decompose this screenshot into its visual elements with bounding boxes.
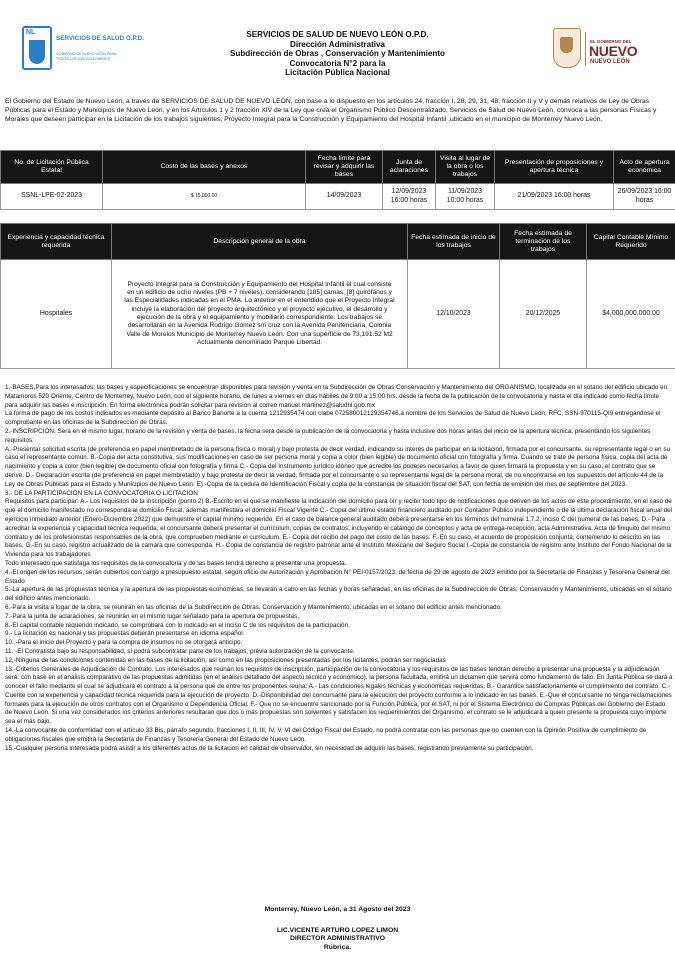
th-junta: Junta de aclaraciones bbox=[383, 151, 436, 184]
paragraph-anticipo: 10. -Para el inicio del Proyecto y para la compra de insumos no se otorgará anticipo. bbox=[5, 639, 243, 647]
cell-apertura: 26/09/2023 16:00 horas bbox=[614, 184, 675, 210]
cell-capital: $4,000,000,000.00 bbox=[587, 260, 675, 369]
gov-line-1: EL GOBIERNO DEL bbox=[590, 39, 632, 44]
signatory-name: LIC.VICENTE ARTURO LOPEZ LIMON bbox=[276, 927, 399, 934]
th-inicio: Fecha estimada de inicio de los trabajos bbox=[408, 224, 500, 260]
logo-subtitle: GOBIERNO DE NUEVO LEÓN PARA TODOS LOS NUEVOLEONESES bbox=[56, 52, 117, 61]
conditions-text bbox=[5, 384, 673, 753]
paragraph-criterios: 13.-Criterios Generales de Adjudicación de Contrato. Los interesados que reúnan los requisitos de inscripción, participación de la convocatoria y los requisitos de las bases tendrán derecho a presentar una propuesta y la adjudicación será: con base en el análisis comparativo de las propuestas admitidas (en el análisis detallado del aspecto técnico y económico), la persona facultada, emitirá un dictamen que servirá como fundamento de fallo. En Junta Pública se dará a conocer el fallo mediante el cual se adjudicará el contrato a la persona que de entre los proponentes reúna: A.- Las condiciones legales técnicas y económicas requeridas. B.- Garantice satisfactoriamente el cumplimiento del contrato. C.-Cuente con la experiencia y capacidad técnica requerida para la ejecución de proyecto. D.-Disponibilidad del concursante para la ejecución del proyecto conforme a lo indicado en las bases. E.-Que el concursante no tenga reclamaciones formales para la ejecución de otros contratos con el Organismo o Dependencia Oficial. F.- Que no se encuentre sancionado por la Función Pública, por el SAT, ni por el Sistema Electrónico de Compras Públicas del Gobierno del Estado de Nuevo León. Si una vez considerados los criterios anteriores resultaran que dos o más propuestas son solventes y satisfacen los requerimientos del Organismo, el contrato se le adjudicará a quien presente la propuesta cuyo importe sea el más bajo. bbox=[5, 665, 673, 726]
cell-junta: 12/09/2023 16:00 horas bbox=[383, 184, 436, 210]
cell-descripcion: Proyecto Integral para la Construcción y Equipamiento del Hospital Infantil el cual consiste en un edificio de ocho niveles (PB + 7 niveles), considerando [185] camas, [8] quirófanos y las Especialidades indicadas en el PMA. Lo anterior en el entendido que el Proyecto Integral incluye la elaboración del proyecto arquitectónico y el proyecto ejecutivo, el desarrollo y ejecución de la obra y el equipamiento y mobiliario correspondiente. Los trabajos se desarrollarán en la Avenida Rodrigo Gómez s/n cruz con la Avenida Penitenciaria, Colonia Valle de Morelos Municipio de Monterrey Nuevo León. Con una superficie de 73,191.52 M2 Actualmente denominado Parque Libertad. bbox=[112, 260, 408, 369]
tender-dates-table bbox=[0, 150, 675, 210]
servicios-salud-logo bbox=[22, 26, 152, 72]
paragraph-nacional: 9.- La licitación es nacional y las propuestas deberán presentarse en idioma español. bbox=[5, 630, 245, 638]
paragraph-inscripcion: 2.-INSCRIPCIÓN, Será en el mismo lugar, horario de la revisión y venta de bases, la fecha será desde la publicación de la convocatoria y hasta inclusive dos horas antes del inicio de la apertura técnica, presentando los siguientes requisitos: bbox=[5, 427, 651, 444]
nl-logo-icon bbox=[22, 26, 52, 70]
gov-line-3: NUEVO LEÓN bbox=[590, 59, 630, 65]
th-apertura: Acto de apertura económica bbox=[614, 151, 675, 184]
coat-of-arms-icon bbox=[553, 28, 581, 68]
document-title bbox=[160, 30, 515, 78]
paragraph-capital: 8.-El capital contable requerido indicado, se comprobará con lo indicado en el inciso C de los requisitos de la participación. bbox=[5, 621, 350, 629]
title-line-3: Subdirección de Obras , Conservación y Mantenimiento bbox=[230, 49, 445, 59]
title-line-4: Convocatoria N°2 para la bbox=[289, 58, 386, 68]
title-line-1: SERVICIOS DE SALUD DE NUEVO LEÓN O.P.D. bbox=[246, 30, 429, 39]
paragraph-visita: 6.-Para la visita a lugar de la obra, se reunirán en las oficinas de la Subdirección de Obras, Conservación y Mantenimiento, ubicadas en el sótano del edificio antes mencionado. bbox=[5, 603, 502, 611]
table-row bbox=[1, 184, 675, 210]
cell-inicio: 12/10/2023 bbox=[408, 260, 500, 369]
table-header-row bbox=[1, 224, 675, 260]
paragraph-fiscal: 14.-La convocante de conformidad con el artículo 33 Bis, párrafo segundo, fracciones I, II, III, IV, V, VI del Código Fiscal del Estado, no podrá contratar con las personas que no cuenten con la Opinión Positiva de cumplimiento de obligaciones fiscales que emitirá la Secretaría de Finanzas y Tesorería General del Estado de Nuevo León. bbox=[5, 727, 647, 743]
paragraph-recursos: 4.-El origen de los recursos, serán cubiertos con cargo a presupuesto estatal, según oficio de Autorización y Aprobación N° PEI-0157/2023, de fecha de 29 de agosto de 2023 emitido por la Secretaría de Finanzas y Tesorería General del Estado bbox=[5, 568, 670, 585]
work-description-table bbox=[0, 223, 675, 369]
cell-terminacion: 20/12/2025 bbox=[500, 260, 587, 369]
th-presentacion: Presentación de proposiciones y apertura técnica bbox=[495, 151, 614, 184]
cell-fecha-limite: 14/09/2023 bbox=[306, 184, 383, 210]
header bbox=[0, 0, 675, 92]
th-descripcion: Descripción general de la obra bbox=[112, 224, 408, 260]
place-date: Monterrey, Nuevo León, a 31 Agosto del 2023 bbox=[264, 906, 411, 913]
paragraph-requisitos-participacion: Requisitos para participar: A.- Los requisitos de la inscripción (punto 2) B.-Escrito en el que se manifieste la indicación del domicilio para oír y recibir todo tipo de notificaciones que deriven de los actos de este procedimiento, en el caso de que el domicilio manifestado no corresponda al domicilio Fiscal, además manifestara el domicilio Fiscal Vigente C.- Copia del último estado financiero auditado por Contador Público independiente o de la última declaración fiscal anual del ejercicio inmediato anterior (Enero-Diciembre 2022) que demuestre el capital mínimo requerido. En el caso de balance general auditado deberá presentarse en los términos del numeral 1.7.2. inciso C del numeral de las bases. D.- Para acreditar la experiencia y capacidad técnica requerida, el concursante deberá presentar el currículum, copias de contratos, incluyendo el catálogo de conceptos y acta de entrega-recepción, acta Administrativa, Acta de finiquito del mismo contrato y de los profesionistas responsables de la obra, que comprueben mediante el currículum. E.- Copia del recibo del pago del costo de las bases. F.-En su caso, el acuerdo de proposición conjunta, conteniendo lo descrito en las bases, G.-En su caso, registro actualizado de la cámara que corresponda. H.- Copia de constancia de registro patronal ante el Instituto Mexicano del Seguro Social I.-Copia de constancia de registro ante Instituto del Fondo Nacional de la Vivienda para los trabajadores bbox=[5, 498, 673, 559]
intro-paragraph: El Gobierno del Estado de Nuevo León, a través de SERVICIOS DE SALUD DE NUEVO LEÓN, con base a lo dispuesto en los artículos 24, fracción I, 28, 29, 31, 48, fracción II y V y demás relativos de Ley de Obras Públicas para el Estado y Municipios de Nuevo León, y en los Artículos 1 y 2 fracción XIV de la Ley que crea el Organismo Público Descentralizado, Servicios de Salud de Nuevo León, convoca a las personas Físicas y Morales que deseen participar en la Licitación de los trabajos siguientes; Proyecto Integral para la Construcción y Equipamiento del Hospital Infantil ,ubicado en el municipio de Monterrey Nuevo León. bbox=[5, 98, 657, 124]
paragraph-pago: La forma de pago de los costos indicados es mediante depósito al Banco Banorte a la cuenta 1212935474 con clabe 072580012129354746,a nombre de los Servicios de Salud de Nuevo León, RFC, SSN-970115-QI9 entregándose el comprobante en las oficinas de la Subdirección de Obras. bbox=[5, 410, 661, 427]
cell-experiencia: Hospitales bbox=[1, 260, 112, 369]
paragraph-participacion-heading: 3.- DE LA PARTICIPACION EN LA CONVOCATORIA O LICITACION bbox=[5, 489, 198, 497]
signature-block bbox=[0, 927, 675, 952]
title-line-2: Dirección Administrativa bbox=[289, 39, 386, 49]
paragraph-requisitos-inscripcion: A.-Presentar solicitud escrita (de preferencia en papel membretado de la persona física o moral) y bajo protesta de decir verdad, indicando su interés de participar en la licitación, firmada por el concursante, su representante legal o en su caso el representante común. B.-Copia del acta constitutiva, sus modificaciones en caso de ser persona moral y copia a color (bien legible) de documento oficial con fotografía y firma. Cuando se trate de persona física, copia del acta de nacimiento y copia a color (bien legible) de documento oficial con fotografía y firma C.- Copia del Instrumento jurídico idóneo que acredite los poderes necesarios a favor de quien firmará la propuesta y en su caso, el contrato que se derive. D.- Declaración escrita (de preferencia en papel membretado) y bajo protesta de decir la verdad, firmada por el concursante o su representante legal de la persona moral, de no encontrarse en los supuestos del artículo 44 de la Ley de Obras Públicas para el Estado y Municipios de Nuevo León. E).-Copia de la cedula de Identificación Fiscal y copia de la constancia de situación fiscal del SAT, con fecha de emisión del mes de septiembre del 2023. bbox=[5, 445, 671, 488]
paragraph-negociacion: 12.-Ninguna de las condiciones contenidas en las bases de la licitación; así como en las proposiciones presentadas por los licitantes, podrán ser negociadas bbox=[5, 656, 446, 664]
title-line-5: Licitación Pública Nacional bbox=[285, 68, 390, 78]
signatory-role: DIRECTOR ADMINISTRATIVO bbox=[289, 935, 386, 943]
gobierno-nuevo-leon-logo bbox=[553, 26, 663, 72]
cell-licitacion: SSNL-LPE-02-2023 bbox=[1, 184, 103, 210]
cell-presentacion: 21/09/2023 16:00 horas bbox=[495, 184, 614, 210]
th-terminacion: Fecha estimada de terminación de los trabajos bbox=[500, 224, 587, 260]
gov-line-2: NUEVO bbox=[589, 43, 638, 59]
signature-note: Rúbrica. bbox=[323, 943, 352, 951]
cell-costo: $ 15,000.00 bbox=[103, 184, 306, 210]
paragraph-derecho: Todo interesado que satisfaga los requisitos de la convocatoria y de las bases tendrá derecho a presentar una propuesta. bbox=[5, 559, 347, 567]
logo-nl-text: NL bbox=[26, 29, 36, 36]
logo-title: SERVICIOS DE SALUD O.P.D. bbox=[56, 35, 144, 42]
th-visita: Visita al lugar de la obra o los trabajos bbox=[436, 151, 495, 184]
th-costo: Costo de las bases y anexos bbox=[103, 151, 306, 184]
th-licitacion: No. de Licitación Pública Estatal bbox=[1, 151, 103, 184]
paragraph-bases: 1.-BASES,Para los interesados, las bases y especificaciones se encuentran disponibles para revisión y venta en la Subdirección de Obras Conservación y Mantenimiento del ORGANISMO, localizada en el sótano del edificio ubicado en Matamoros 520 Oriente, Centro de Monterrey, Nuevo León, con el siguiente horario, de lunes a viernes en días hábiles de 9:00 a 15:00 hrs. desde la fecha de la publicación de la convocatoria y hasta el día indicado como fecha límite para adquirir las bases e inscripción. En forma electrónica podrán solicitar para revisión al correo manuel.martinez@saludnl.gob.mx bbox=[5, 384, 668, 409]
th-experiencia: Experiencia y capacidad técnica requerida bbox=[1, 224, 112, 260]
table-header-row bbox=[1, 151, 675, 184]
th-capital: Capital Contable Mínimo Requerido bbox=[587, 224, 675, 260]
th-fecha-limite: Fecha límite para revisar y adquirir las bases bbox=[306, 151, 383, 184]
paragraph-observador: 15.-Cualquier persona interesada podrá asistir a los diferentes actos de la licitación en calidad de observador, sin necesidad de adquirir las bases, registrando previamente su participación. bbox=[5, 744, 534, 752]
table-row bbox=[1, 260, 675, 369]
paragraph-apertura: 5.-La apertura de las propuestas técnica y la apertura de las propuestas económicas, se llevarán a cabo en las fechas y horas señaladas, en las oficinas de la Subdirección de Obras, Conservación y Mantenimiento, ubicadas en el sótano del edificio antes mencionado. bbox=[5, 586, 672, 603]
paragraph-junta: 7.-Para la junta de aclaraciones, se reunirán en el mismo lugar señalado para la apertura de propuestas. bbox=[5, 612, 300, 620]
paragraph-subcontratar: 11. -El Contratista bajo su responsabilidad, sí podrá subcontratar parte de los trabajos, previa autorización de la convocante. bbox=[5, 647, 355, 655]
cell-visita: 11/09/2023 10:00 horas bbox=[436, 184, 495, 210]
